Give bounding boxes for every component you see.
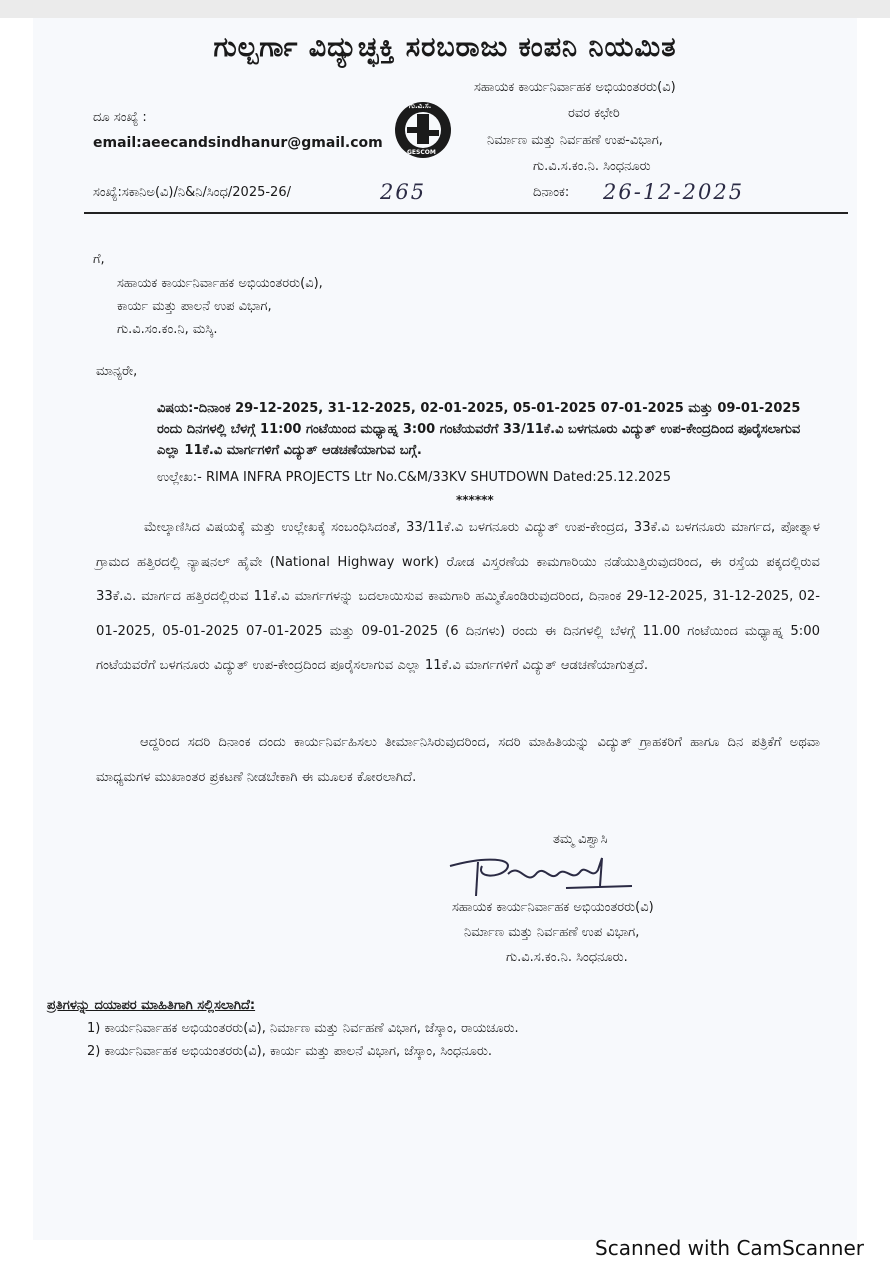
signature-scribble: [446, 852, 636, 904]
email-address: email:aeecandsindhanur@gmail.com: [93, 135, 383, 151]
addressee-line: ಗು.ವಿ.ಸಂ.ಕಂ.ನಿ, ಮಸ್ಕಿ.: [117, 322, 218, 337]
reference-number-handwritten: 265: [380, 180, 427, 204]
copy-item: 1) ಕಾರ್ಯನಿರ್ವಾಹಕ ಅಭಿಯಂತರರು(ವಿ), ನಿರ್ಮಾಣ ಮತ್ತು ನಿರ್ವಹಣೆ ವಿಭಾಗ, ಜೆಸ್ಕಾಂ, ರಾಯಚೂರು.: [87, 1021, 519, 1036]
phone-label: ದೂ ಸಂಖ್ಯೆ :: [93, 110, 147, 125]
body-paragraph-2: ಆದ್ದರಿಂದ ಸದರಿ ದಿನಾಂಕ ದಂದು ಕಾರ್ಯನಿರ್ವಹಿಸಲು ತೀರ್ಮಾನಿಸಿರುವುದರಿಂದ, ಸದರಿ ಮಾಹಿತಿಯನ್ನು ವಿದ್ಯುತ್ ಗ್ರಾಹಕರಿಗೆ ಹಾಗೂ ದಿನ ಪತ್ರಿಕೆಗೆ ಅಥವಾ ಮಾಧ್ಯಮಗಳ ಮುಖಾಂತರ ಪ್ರಕಟಣೆ ನೀಡಬೇಕಾಗಿ ಈ ಮೂಲಕ ಕೋರಲಾಗಿದೆ.: [96, 735, 820, 785]
office-line: ನಿರ್ಮಾಣ ಮತ್ತು ನಿರ್ವಹಣೆ ಉಪ-ವಿಭಾಗ,: [487, 133, 663, 148]
camscanner-watermark: Scanned with CamScanner: [595, 1236, 864, 1260]
addressee-line: ಸಹಾಯಕ ಕಾರ್ಯನಿರ್ವಾಹಕ ಅಭಿಯಂತರರು(ವಿ),: [117, 276, 323, 291]
greeting: ಮಾನ್ಯರೇ,: [96, 364, 138, 379]
org-title: ಗುಲ್ಬರ್ಗಾ ವಿದ್ಯುಚ್ಛಕ್ತಿ ಸರಬರಾಜು ಕಂಪನಿ ನಿಯಮಿತ: [213, 32, 677, 63]
gescom-logo: [387, 100, 459, 160]
closing: ತಮ್ಮ ವಿಶ್ವಾಸಿ: [553, 832, 608, 847]
reference-line: ಉಲ್ಲೇಖ:- RIMA INFRA PROJECTS Ltr No.C&M/33KV SHUTDOWN Dated:25.12.2025: [157, 470, 672, 485]
copies-heading: ಪ್ರತಿಗಳನ್ನು ದಯಾಪರ ಮಾಹಿತಿಗಾಗಿ ಸಲ್ಲಿಸಲಾಗಿದೆ:: [47, 998, 256, 1013]
subject: ವಿಷಯ:-ದಿನಾಂಕ 29-12-2025, 31-12-2025, 02-01-2025, 05-01-2025 07-01-2025 ಮತ್ತು 09-01-2025 ರಂದು ದಿನಗಳಲ್ಲಿ ಬೆಳಗ್ಗೆ 11:00 ಗಂಟೆಯಿಂದ ಮಧ್ಯಾಹ್ನ 3:00 ಗಂಟೆಯವರೆಗೆ 33/11ಕೆ.ವಿ ಬಳಗನೂರು ವಿದ್ಯುತ್ ಉಪ-ಕೇಂದ್ರದಿಂದ ಪೂರೈಸಲಾಗುವ ಎಲ್ಲಾ 11ಕೆ.ವಿ ಮಾರ್ಗಗಳಿಗೆ ವಿದ್ಯುತ್ ಆಡಚಣೆಯಾಗುವ ಬಗ್ಗೆ.: [157, 401, 801, 458]
logo-top-text: ಗು.ವಿ.ಸ.: [409, 102, 432, 110]
addressee-line: ಕಾರ್ಯ ಮತ್ತು ಪಾಲನೆ ಉಪ ವಿಭಾಗ,: [117, 299, 272, 314]
copy-item: 2) ಕಾರ್ಯನಿರ್ವಾಹಕ ಅಭಿಯಂತರರು(ವಿ), ಕಾರ್ಯ ಮತ್ತು ಪಾಲನೆ ವಿಭಾಗ, ಜೆಸ್ಕಾಂ, ಸಿಂಧನೂರು.: [87, 1044, 492, 1059]
body-paragraph-1: ಮೇಲ್ಕಾಣಿಸಿದ ವಿಷಯಕ್ಕೆ ಮತ್ತು ಉಲ್ಲೇಖಕ್ಕೆ ಸಂಬಂಧಿಸಿದಂತೆ, 33/11ಕೆ.ವಿ ಬಳಗನೂರು ವಿದ್ಯುತ್ ಉಪ-ಕೇಂದ್ರದ, 33ಕೆ.ವಿ ಬಳಗನೂರು ಮಾರ್ಗದ, ಪೋತ್ನಾಳ ಗ್ರಾಮದ ಹತ್ತಿರದಲ್ಲಿ ನ್ಯಾಷನಲ್ ಹೈವೇ (National Highway work) ರೋಡ ವಿಸ್ತರಣೆಯ ಕಾಮಗಾರಿಯು ನಡೆಯುತ್ತಿರುವುದರಿಂದ, ಈ ರಸ್ತೆಯ ಪಕ್ಕದಲ್ಲಿರುವ 33ಕೆ.ವಿ. ಮಾರ್ಗದ ಹತ್ತಿರದಲ್ಲಿರುವ 11ಕೆ.ವಿ ಮಾರ್ಗಗಳನ್ನು ಬದಲಾಯಿಸುವ ಕಾಮಗಾರಿ ಹಮ್ಮಿಕೊಂಡಿರುವುದರಿಂದ, ದಿನಾಂಕ 29-12-2025, 31-12-2025, 02-01-2025, 05-01-2025 07-01-2025 ಮತ್ತು 09-01-2025 (6 ದಿನಗಳು) ರಂದು ಈ ದಿನಗಳಲ್ಲಿ ಬೆಳಗ್ಗೆ 11.00 ಗಂಟೆಯಿಂದ ಮಧ್ಯಾಹ್ನ 5:00 ಗಂಟೆಯವರೆಗೆ ಬಳಗನೂರು ವಿದ್ಯುತ್ ಉಪ-ಕೇಂದ್ರದಿಂದ ಪೂರೈಸಲಾಗುವ ಎಲ್ಲಾ 11ಕೆ.ವಿ ಮಾರ್ಗಗಳಿಗೆ ವಿದ್ಯುತ್ ಆಡಚಣೆಯಾಗುತ್ತದೆ.: [96, 520, 820, 673]
office-line: ಗು.ವಿ.ಸ.ಕಂ.ನಿ. ಸಿಂಧನೂರು: [533, 159, 651, 174]
reference-number-label: ಸಂಖ್ಯೆ:ಸಕಾನಿಅ(ವಿ)/ನಿ&ನಿ/ಸಿಂಧ/2025-26/: [93, 185, 291, 200]
office-line: ರವರ ಕಛೇರಿ: [568, 106, 620, 121]
office-line: ಸಹಾಯಕ ಕಾರ್ಯನಿರ್ವಾಹಕ ಅಭಿಯಂತರರು(ವಿ): [474, 80, 676, 95]
date-handwritten: 26-12-2025: [603, 180, 745, 204]
separator-stars: ******: [456, 493, 494, 507]
date-label: ದಿನಾಂಕ:: [533, 185, 570, 200]
signatory-line: ಗು.ವಿ.ಸ.ಕಂ.ನಿ. ಸಿಂಧನೂರು.: [506, 950, 628, 965]
header-divider: [84, 212, 848, 214]
to-label: ಗೆ,: [93, 252, 105, 267]
logo-bottom-text: GESCOM: [407, 149, 436, 156]
signatory-line: ಸಹಾಯಕ ಕಾರ್ಯನಿರ್ವಾಹಕ ಅಭಿಯಂತರರು(ವಿ): [452, 900, 654, 915]
signatory-line: ನಿರ್ಮಾಣ ಮತ್ತು ನಿರ್ವಹಣೆ ಉಪ ವಿಭಾಗ,: [464, 925, 640, 940]
top-margin-bar: [0, 0, 890, 18]
